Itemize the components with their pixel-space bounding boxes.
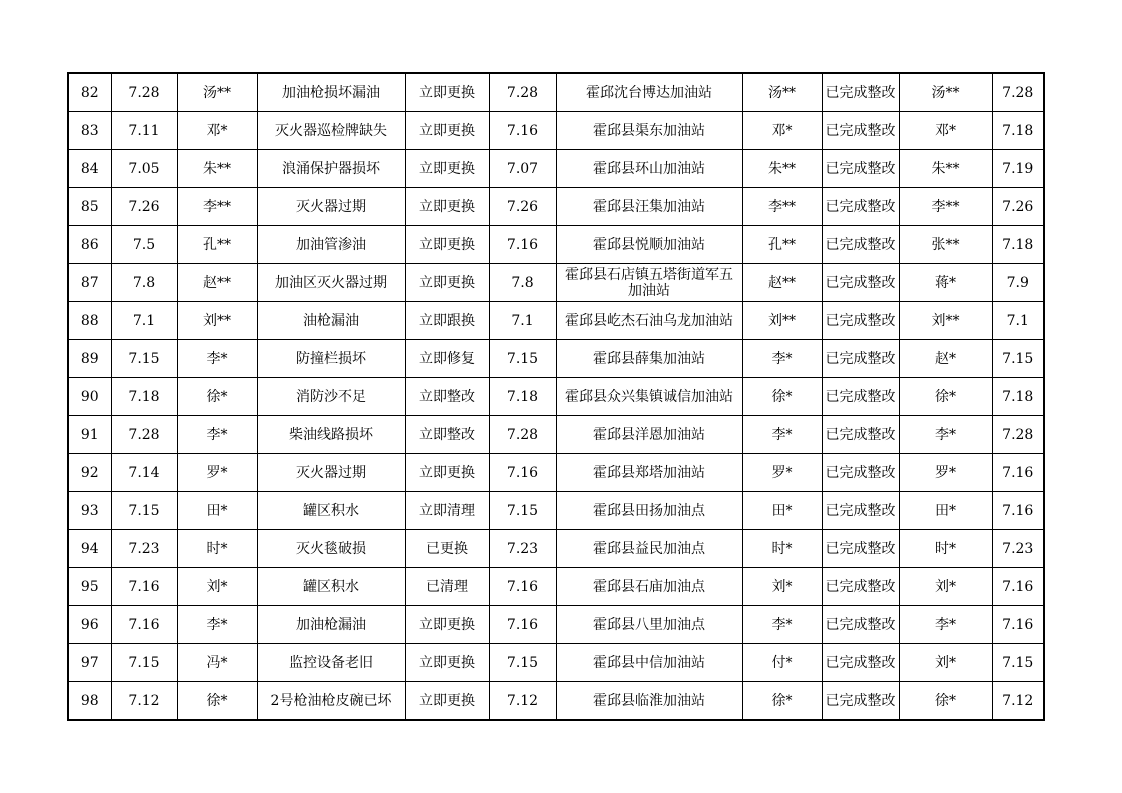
row-number-cell: 89: [68, 340, 111, 378]
station-name-cell: 霍邱县薛集加油站: [556, 340, 742, 378]
row-number-cell: 85: [68, 188, 111, 226]
row-number-cell: 95: [68, 568, 111, 606]
measure-cell: 立即更换: [405, 188, 489, 226]
responsible-person-cell: 汤**: [742, 73, 822, 112]
rectification-status-cell: 已完成整改: [822, 606, 899, 644]
rectification-status-cell: 已完成整改: [822, 302, 899, 340]
station-name-cell: 霍邱县汪集加油站: [556, 188, 742, 226]
check-date-cell: 7.28: [111, 73, 177, 112]
review-date-cell: 7.28: [992, 416, 1044, 454]
rectification-status-cell: 已完成整改: [822, 340, 899, 378]
measure-cell: 立即更换: [405, 150, 489, 188]
inspector-cell: 李*: [177, 416, 257, 454]
deadline-cell: 7.23: [489, 530, 556, 568]
hazard-description-cell: 加油管渗油: [257, 226, 405, 264]
review-date-cell: 7.16: [992, 606, 1044, 644]
table-row: [68, 340, 1044, 378]
table-row: [68, 150, 1044, 188]
deadline-cell: 7.16: [489, 454, 556, 492]
measure-cell: 立即更换: [405, 226, 489, 264]
reviewer-cell: 李**: [899, 188, 992, 226]
reviewer-cell: 汤**: [899, 73, 992, 112]
table-row: [68, 264, 1044, 302]
rectification-status-cell: 已完成整改: [822, 530, 899, 568]
check-date-cell: 7.16: [111, 568, 177, 606]
measure-cell: 立即整改: [405, 378, 489, 416]
reviewer-cell: 蒋*: [899, 264, 992, 302]
table-row: [68, 302, 1044, 340]
responsible-person-cell: 田*: [742, 492, 822, 530]
rectification-status-cell: 已完成整改: [822, 454, 899, 492]
measure-cell: 立即整改: [405, 416, 489, 454]
deadline-cell: 7.15: [489, 340, 556, 378]
review-date-cell: 7.15: [992, 340, 1044, 378]
inspector-cell: 刘*: [177, 568, 257, 606]
check-date-cell: 7.23: [111, 530, 177, 568]
rectification-status-cell: 已完成整改: [822, 188, 899, 226]
row-number-cell: 94: [68, 530, 111, 568]
hazard-description-cell: 监控设备老旧: [257, 644, 405, 682]
inspector-cell: 赵**: [177, 264, 257, 302]
station-name-cell: 霍邱县环山加油站: [556, 150, 742, 188]
check-date-cell: 7.12: [111, 682, 177, 721]
reviewer-cell: 邓*: [899, 112, 992, 150]
deadline-cell: 7.16: [489, 112, 556, 150]
row-number-cell: 97: [68, 644, 111, 682]
table-row: [68, 644, 1044, 682]
deadline-cell: 7.16: [489, 606, 556, 644]
table-row: [68, 454, 1044, 492]
check-date-cell: 7.15: [111, 492, 177, 530]
row-number-cell: 96: [68, 606, 111, 644]
check-date-cell: 7.11: [111, 112, 177, 150]
reviewer-cell: 罗*: [899, 454, 992, 492]
reviewer-cell: 赵*: [899, 340, 992, 378]
inspector-cell: 徐*: [177, 378, 257, 416]
check-date-cell: 7.5: [111, 226, 177, 264]
review-date-cell: 7.15: [992, 644, 1044, 682]
inspector-cell: 冯*: [177, 644, 257, 682]
deadline-cell: 7.8: [489, 264, 556, 302]
hazard-description-cell: 罐区积水: [257, 492, 405, 530]
responsible-person-cell: 李*: [742, 606, 822, 644]
reviewer-cell: 时*: [899, 530, 992, 568]
responsible-person-cell: 邓*: [742, 112, 822, 150]
check-date-cell: 7.05: [111, 150, 177, 188]
table-row: [68, 530, 1044, 568]
measure-cell: 立即更换: [405, 606, 489, 644]
station-name-cell: 霍邱县石店镇五塔街道军五加油站: [556, 264, 742, 302]
measure-cell: 立即更换: [405, 264, 489, 302]
table-body: [68, 73, 1044, 720]
table-row: [68, 188, 1044, 226]
review-date-cell: 7.19: [992, 150, 1044, 188]
check-date-cell: 7.26: [111, 188, 177, 226]
rectification-status-cell: 已完成整改: [822, 226, 899, 264]
deadline-cell: 7.16: [489, 226, 556, 264]
hazard-description-cell: 罐区积水: [257, 568, 405, 606]
station-name-cell: 霍邱县屹杰石油乌龙加油站: [556, 302, 742, 340]
row-number-cell: 92: [68, 454, 111, 492]
station-name-cell: 霍邱县八里加油点: [556, 606, 742, 644]
reviewer-cell: 徐*: [899, 378, 992, 416]
deadline-cell: 7.12: [489, 682, 556, 721]
inspector-cell: 李*: [177, 606, 257, 644]
rectification-status-cell: 已完成整改: [822, 492, 899, 530]
reviewer-cell: 刘*: [899, 644, 992, 682]
reviewer-cell: 张**: [899, 226, 992, 264]
check-date-cell: 7.1: [111, 302, 177, 340]
inspector-cell: 邓*: [177, 112, 257, 150]
row-number-cell: 88: [68, 302, 111, 340]
rectification-status-cell: 已完成整改: [822, 150, 899, 188]
hazard-description-cell: 灭火器过期: [257, 454, 405, 492]
row-number-cell: 83: [68, 112, 111, 150]
hazard-description-cell: 柴油线路损坏: [257, 416, 405, 454]
reviewer-cell: 李*: [899, 416, 992, 454]
review-date-cell: 7.16: [992, 454, 1044, 492]
rectification-status-cell: 已完成整改: [822, 112, 899, 150]
deadline-cell: 7.28: [489, 73, 556, 112]
hazard-description-cell: 加油区灭火器过期: [257, 264, 405, 302]
check-date-cell: 7.28: [111, 416, 177, 454]
review-date-cell: 7.1: [992, 302, 1044, 340]
row-number-cell: 91: [68, 416, 111, 454]
table-row: [68, 73, 1044, 112]
hazard-description-cell: 灭火毯破损: [257, 530, 405, 568]
station-name-cell: 霍邱县悦顺加油站: [556, 226, 742, 264]
table-row: [68, 416, 1044, 454]
deadline-cell: 7.16: [489, 568, 556, 606]
row-number-cell: 82: [68, 73, 111, 112]
row-number-cell: 98: [68, 682, 111, 721]
station-name-cell: 霍邱县渠东加油站: [556, 112, 742, 150]
hazard-description-cell: 灭火器巡检牌缺失: [257, 112, 405, 150]
review-date-cell: 7.18: [992, 226, 1044, 264]
responsible-person-cell: 刘**: [742, 302, 822, 340]
reviewer-cell: 朱**: [899, 150, 992, 188]
responsible-person-cell: 时*: [742, 530, 822, 568]
review-date-cell: 7.16: [992, 492, 1044, 530]
measure-cell: 立即更换: [405, 112, 489, 150]
check-date-cell: 7.16: [111, 606, 177, 644]
responsible-person-cell: 罗*: [742, 454, 822, 492]
measure-cell: 立即更换: [405, 644, 489, 682]
deadline-cell: 7.28: [489, 416, 556, 454]
review-date-cell: 7.18: [992, 112, 1044, 150]
rectification-status-cell: 已完成整改: [822, 378, 899, 416]
deadline-cell: 7.26: [489, 188, 556, 226]
table-row: [68, 492, 1044, 530]
hazard-description-cell: 消防沙不足: [257, 378, 405, 416]
table-row: [68, 606, 1044, 644]
review-date-cell: 7.18: [992, 378, 1044, 416]
measure-cell: 已清理: [405, 568, 489, 606]
hazard-description-cell: 浪涌保护器损坏: [257, 150, 405, 188]
reviewer-cell: 刘**: [899, 302, 992, 340]
measure-cell: 立即更换: [405, 682, 489, 721]
inspector-cell: 时*: [177, 530, 257, 568]
deadline-cell: 7.18: [489, 378, 556, 416]
deadline-cell: 7.15: [489, 644, 556, 682]
rectification-status-cell: 已完成整改: [822, 416, 899, 454]
inspector-cell: 孔**: [177, 226, 257, 264]
table-row: [68, 378, 1044, 416]
responsible-person-cell: 李*: [742, 416, 822, 454]
hazard-description-cell: 灭火器过期: [257, 188, 405, 226]
station-name-cell: 霍邱县田扬加油点: [556, 492, 742, 530]
reviewer-cell: 李*: [899, 606, 992, 644]
table-row: [68, 112, 1044, 150]
measure-cell: 已更换: [405, 530, 489, 568]
inspector-cell: 刘**: [177, 302, 257, 340]
hazard-description-cell: 2号枪油枪皮碗已坏: [257, 682, 405, 721]
review-date-cell: 7.12: [992, 682, 1044, 721]
review-date-cell: 7.23: [992, 530, 1044, 568]
station-name-cell: 霍邱县临淮加油站: [556, 682, 742, 721]
rectification-status-cell: 已完成整改: [822, 644, 899, 682]
rectification-status-cell: 已完成整改: [822, 73, 899, 112]
row-number-cell: 84: [68, 150, 111, 188]
reviewer-cell: 徐*: [899, 682, 992, 721]
station-name-cell: 霍邱县郑塔加油站: [556, 454, 742, 492]
table-row: [68, 682, 1044, 721]
row-number-cell: 93: [68, 492, 111, 530]
responsible-person-cell: 徐*: [742, 682, 822, 721]
hazard-description-cell: 加油枪损坏漏油: [257, 73, 405, 112]
row-number-cell: 87: [68, 264, 111, 302]
responsible-person-cell: 李*: [742, 340, 822, 378]
rectification-table: [67, 72, 1045, 721]
station-name-cell: 霍邱县众兴集镇诚信加油站: [556, 378, 742, 416]
measure-cell: 立即更换: [405, 73, 489, 112]
station-name-cell: 霍邱县石庙加油点: [556, 568, 742, 606]
responsible-person-cell: 李**: [742, 188, 822, 226]
responsible-person-cell: 刘*: [742, 568, 822, 606]
hazard-description-cell: 加油枪漏油: [257, 606, 405, 644]
inspector-cell: 田*: [177, 492, 257, 530]
review-date-cell: 7.26: [992, 188, 1044, 226]
rectification-status-cell: 已完成整改: [822, 568, 899, 606]
inspector-cell: 罗*: [177, 454, 257, 492]
inspector-cell: 徐*: [177, 682, 257, 721]
check-date-cell: 7.8: [111, 264, 177, 302]
responsible-person-cell: 付*: [742, 644, 822, 682]
station-name-cell: 霍邱县洋恩加油站: [556, 416, 742, 454]
reviewer-cell: 田*: [899, 492, 992, 530]
deadline-cell: 7.1: [489, 302, 556, 340]
reviewer-cell: 刘*: [899, 568, 992, 606]
check-date-cell: 7.15: [111, 340, 177, 378]
measure-cell: 立即清理: [405, 492, 489, 530]
check-date-cell: 7.15: [111, 644, 177, 682]
table-row: [68, 568, 1044, 606]
check-date-cell: 7.14: [111, 454, 177, 492]
station-name-cell: 霍邱县益民加油点: [556, 530, 742, 568]
responsible-person-cell: 徐*: [742, 378, 822, 416]
rectification-table-sheet: [67, 72, 1043, 721]
hazard-description-cell: 防撞栏损坏: [257, 340, 405, 378]
deadline-cell: 7.15: [489, 492, 556, 530]
row-number-cell: 90: [68, 378, 111, 416]
rectification-status-cell: 已完成整改: [822, 264, 899, 302]
review-date-cell: 7.9: [992, 264, 1044, 302]
rectification-status-cell: 已完成整改: [822, 682, 899, 721]
measure-cell: 立即更换: [405, 454, 489, 492]
measure-cell: 立即修复: [405, 340, 489, 378]
responsible-person-cell: 朱**: [742, 150, 822, 188]
check-date-cell: 7.18: [111, 378, 177, 416]
station-name-cell: 霍邱县中信加油站: [556, 644, 742, 682]
station-name-cell: 霍邱沈台博达加油站: [556, 73, 742, 112]
measure-cell: 立即跟换: [405, 302, 489, 340]
review-date-cell: 7.28: [992, 73, 1044, 112]
review-date-cell: 7.16: [992, 568, 1044, 606]
row-number-cell: 86: [68, 226, 111, 264]
responsible-person-cell: 赵**: [742, 264, 822, 302]
inspector-cell: 李*: [177, 340, 257, 378]
inspector-cell: 汤**: [177, 73, 257, 112]
responsible-person-cell: 孔**: [742, 226, 822, 264]
inspector-cell: 朱**: [177, 150, 257, 188]
inspector-cell: 李**: [177, 188, 257, 226]
deadline-cell: 7.07: [489, 150, 556, 188]
hazard-description-cell: 油枪漏油: [257, 302, 405, 340]
table-row: [68, 226, 1044, 264]
